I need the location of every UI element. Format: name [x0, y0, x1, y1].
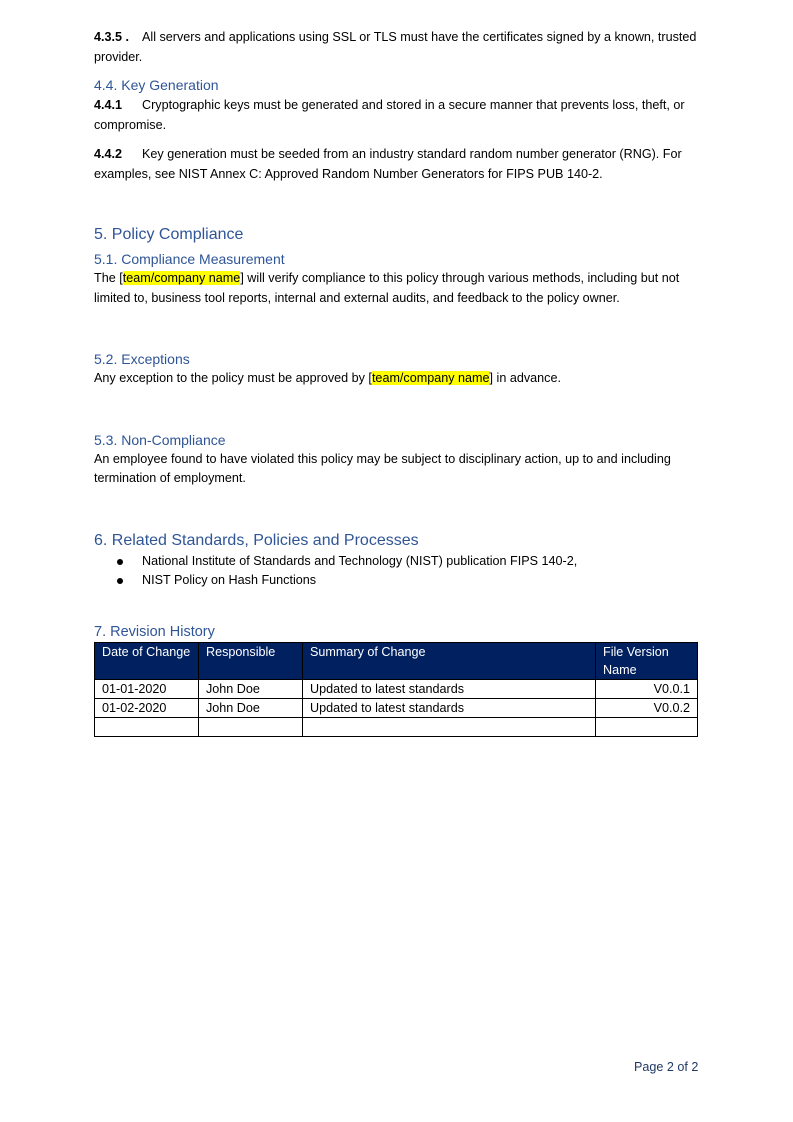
- document-body: [94, 28, 698, 737]
- clause-text: Key generation must be seeded from an industry standard random number generator (RNG). For examples, see NIST Annex C: Approved Random Number Generators for FIPS PUB 140-2.: [94, 147, 682, 181]
- clause-4-3-5: [94, 28, 698, 67]
- bullet-icon: [117, 559, 123, 565]
- text-segment: The [: [94, 271, 123, 285]
- heading-exceptions: 5.2. Exceptions: [94, 351, 190, 367]
- table-cell: [199, 717, 303, 736]
- clause-text: Cryptographic keys must be generated and stored in a secure manner that prevents loss, theft, or compromise.: [94, 98, 685, 132]
- column-header: File Version Name: [596, 642, 698, 679]
- table-cell: 01-01-2020: [95, 679, 199, 698]
- table-row: [95, 698, 698, 717]
- heading-related-standards: 6. Related Standards, Policies and Processes: [94, 531, 419, 549]
- table-cell: John Doe: [199, 698, 303, 717]
- list-item-text: National Institute of Standards and Technology (NIST) publication FIPS 140-2,: [142, 553, 578, 568]
- clause-number: 4.3.5 .: [94, 30, 130, 44]
- table-header-row: [95, 642, 698, 679]
- heading-revision-history: 7. Revision History: [94, 623, 215, 640]
- non-compliance-text: An employee found to have violated this policy may be subject to disciplinary action, up to and including termination of employment.: [94, 451, 671, 485]
- placeholder-highlight: team/company name: [122, 271, 241, 285]
- text-segment: ] will verify compliance to this policy through various methods, including but not limited to, business tool reports, internal and external audits, and feedback to the policy owner.: [94, 271, 680, 305]
- column-header: Summary of Change: [303, 642, 596, 679]
- table-cell: [303, 717, 596, 736]
- table-cell: Updated to latest standards: [303, 679, 596, 698]
- column-header: Date of Change: [95, 642, 199, 679]
- placeholder-highlight: team/company name: [371, 371, 490, 385]
- bullet-icon: [117, 578, 123, 584]
- table-row-empty: [95, 717, 698, 736]
- related-standards-list: [94, 552, 698, 591]
- clause-number: 4.4.1: [94, 98, 123, 112]
- table-cell: V0.0.1: [596, 679, 698, 698]
- text-segment: Any exception to the policy must be approved by [: [94, 371, 372, 385]
- exceptions-text: [94, 369, 698, 389]
- revision-history-table: [94, 642, 698, 737]
- clause-number: 4.4.2: [94, 147, 123, 161]
- clause-4-4-2: [94, 145, 698, 184]
- table-row: [95, 679, 698, 698]
- table-cell: Updated to latest standards: [303, 698, 596, 717]
- clause-4-4-1: [94, 96, 698, 135]
- heading-non-compliance: 5.3. Non-Compliance: [94, 431, 226, 448]
- compliance-measurement-text: [94, 269, 698, 308]
- list-item: [94, 571, 698, 591]
- table-cell: John Doe: [199, 679, 303, 698]
- list-item: [94, 552, 698, 572]
- heading-compliance-measurement: 5.1. Compliance Measurement: [94, 251, 285, 267]
- heading-policy-compliance: 5. Policy Compliance: [94, 226, 244, 243]
- list-item-text: NIST Policy on Hash Functions: [142, 573, 317, 587]
- page-number: Page 2 of 2: [634, 1060, 699, 1074]
- clause-text: All servers and applications using SSL or TLS must have the certificates signed by a known, trusted provider.: [94, 30, 697, 64]
- column-header: Responsible: [199, 642, 303, 679]
- table-cell: [596, 717, 698, 736]
- table-cell: 01-02-2020: [95, 698, 199, 717]
- table-cell: [95, 717, 199, 736]
- table-cell: V0.0.2: [596, 698, 698, 717]
- text-segment: ] in advance.: [489, 371, 561, 385]
- heading-key-generation: 4.4. Key Generation: [94, 77, 219, 93]
